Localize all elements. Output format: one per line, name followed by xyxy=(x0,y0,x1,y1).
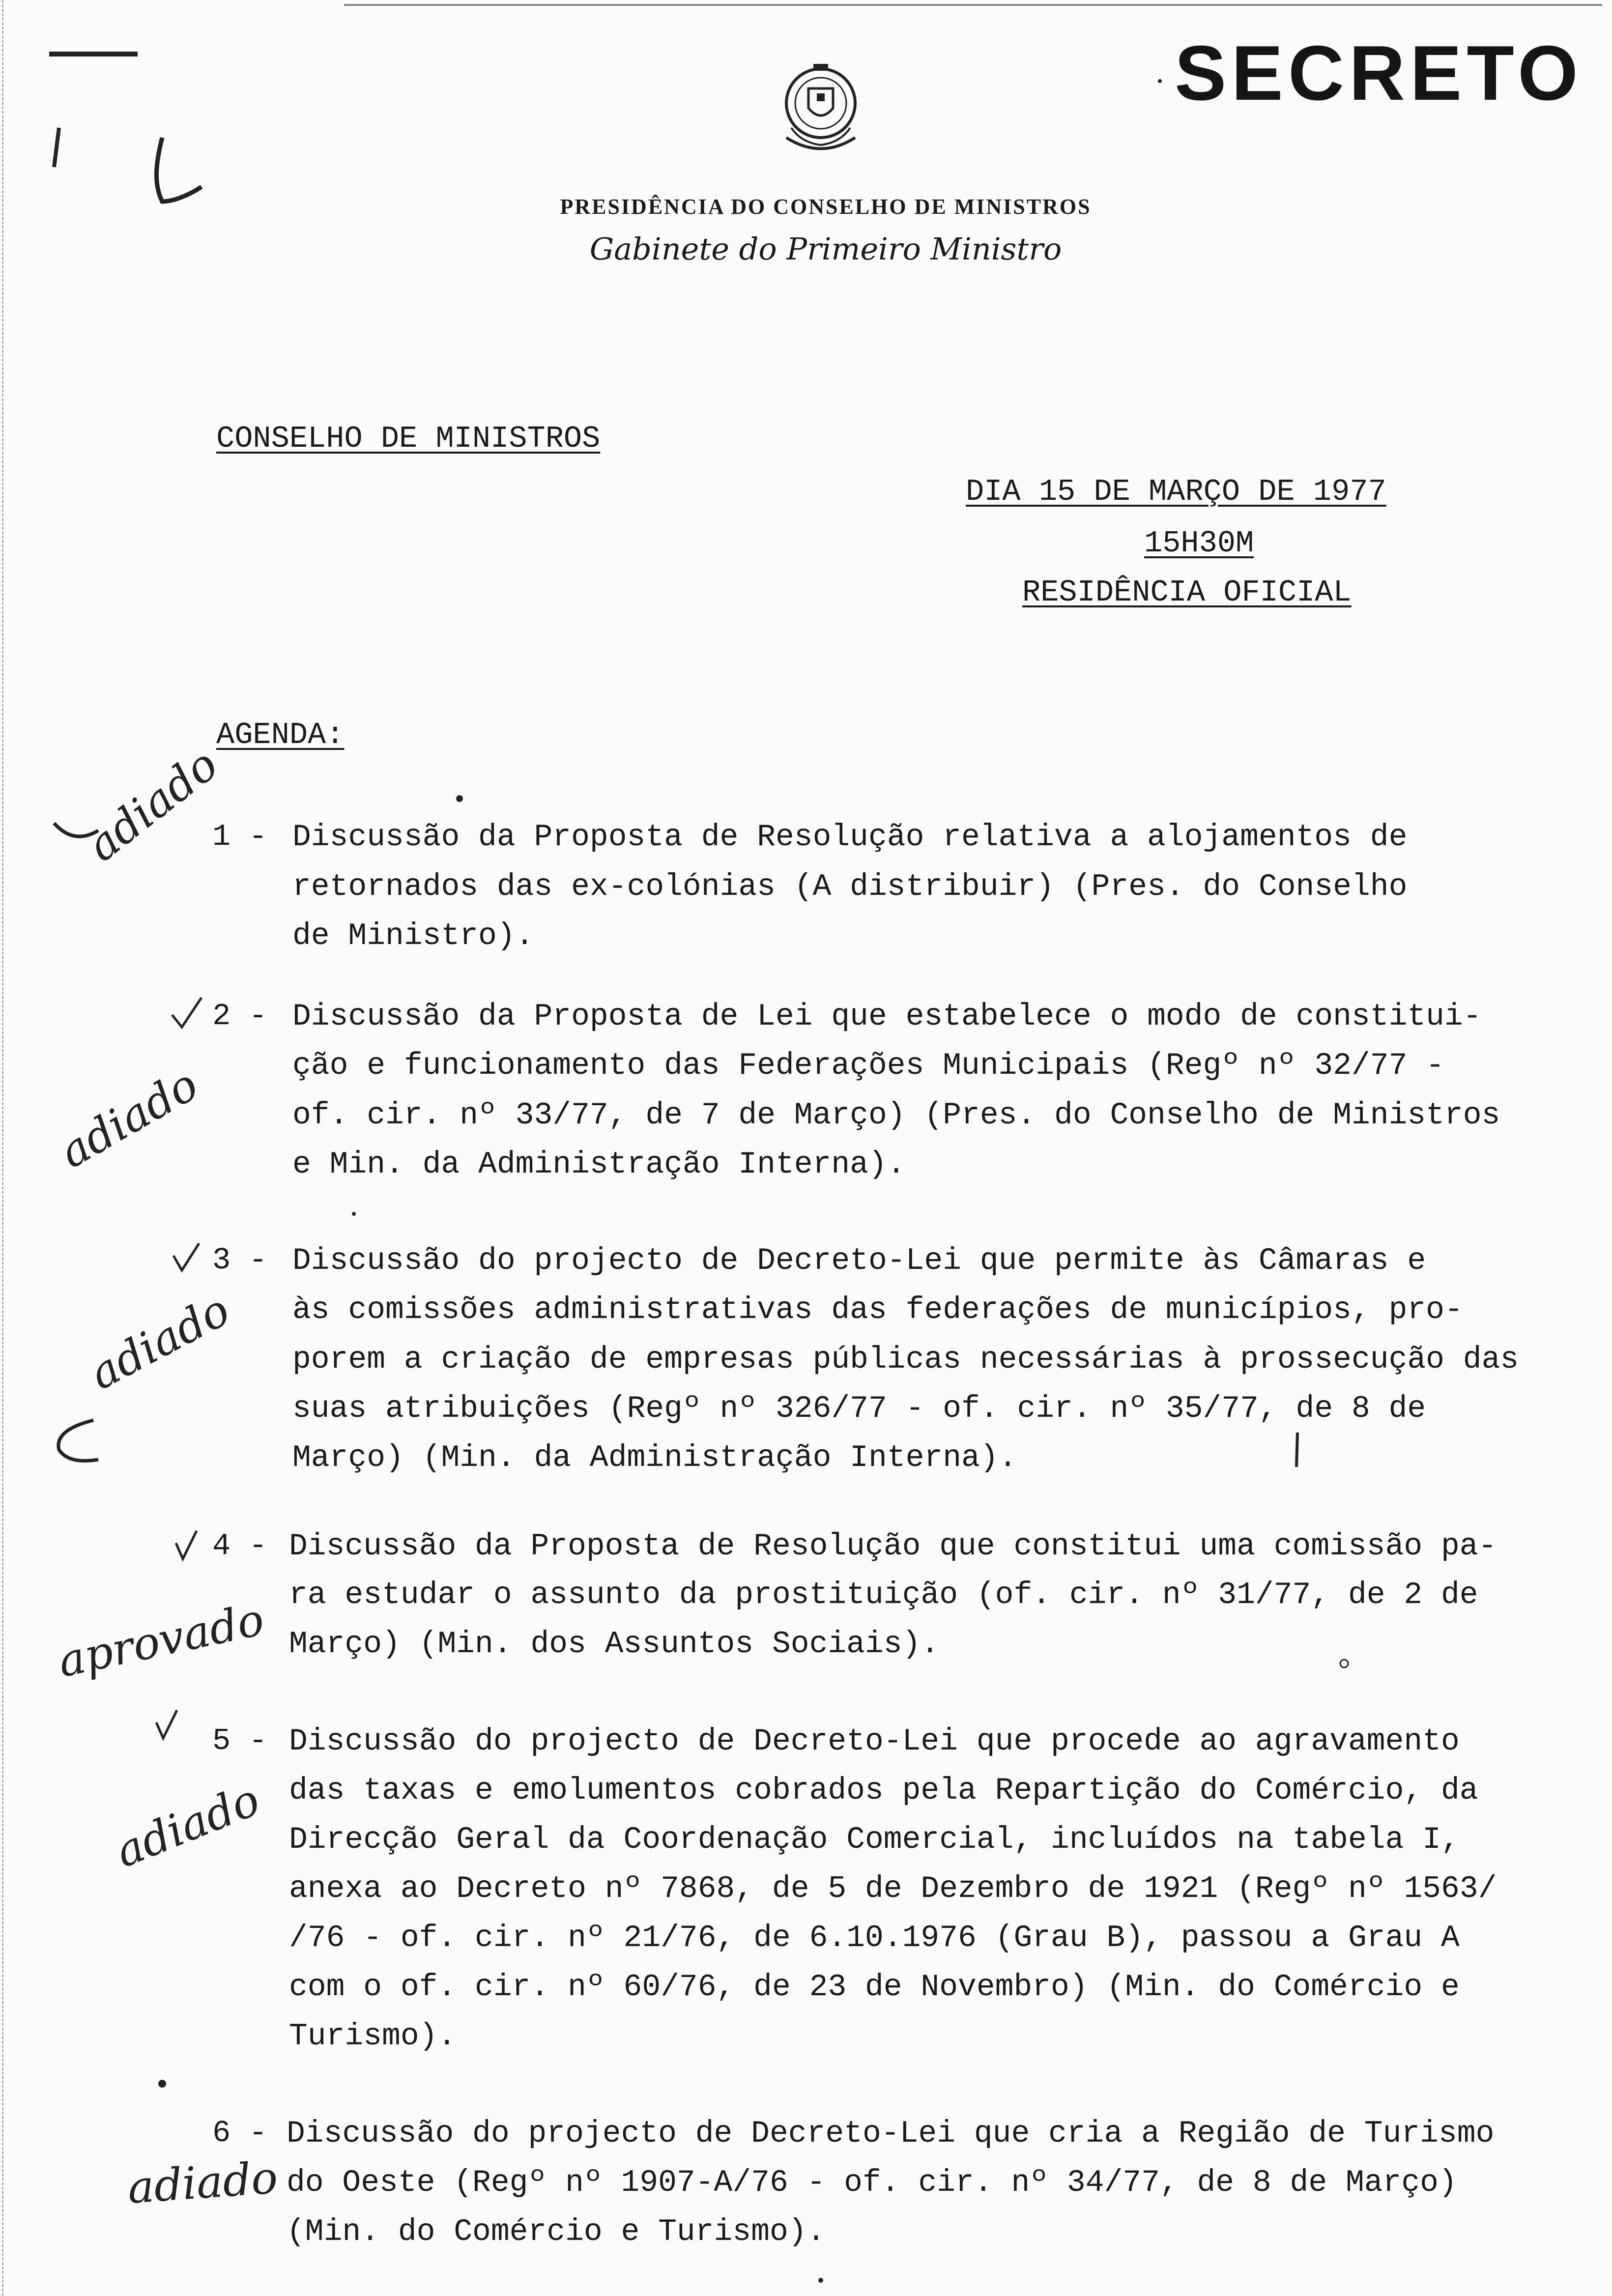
agenda-item-line: Discussão do projecto de Decreto-Lei que procede ao agravamento xyxy=(289,1724,1460,1759)
agenda-item-line: porem a criação de empresas públicas necessárias à prossecução das xyxy=(292,1342,1519,1377)
agenda-item-line: of. cir. nº 33/77, de 7 de Março) (Pres. do Conselho de Ministros xyxy=(292,1098,1500,1133)
agenda-item-number: 4 - xyxy=(212,1528,267,1563)
meeting-time: 15H30M xyxy=(1144,526,1254,561)
agenda-item-line: Discussão do projecto de Decreto-Lei que permite às Câmaras e xyxy=(292,1243,1426,1278)
handwritten-note: aprovado xyxy=(54,1593,269,1688)
agenda-item-line: retornados das ex-colónias (A distribuir) (Pres. do Conselho xyxy=(292,869,1408,904)
agenda-item-number: 3 - xyxy=(212,1243,267,1278)
agenda-item-line: Março) (Min. da Administração Interna). xyxy=(292,1440,1017,1475)
agenda-heading: AGENDA: xyxy=(216,718,345,752)
agenda-item-line: Março) (Min. dos Assuntos Sociais). xyxy=(289,1627,940,1662)
agenda-item-line: com o of. cir. nº 60/76, de 23 de Novembro) (Min. do Comércio e xyxy=(289,1970,1460,2005)
office-title: PRESIDÊNCIA DO CONSELHO DE MINISTROS xyxy=(560,195,1092,219)
agenda-item-line: ção e funcionamento das Federações Municipais (Regº nº 32/77 - xyxy=(292,1048,1444,1083)
handwritten-note: adiado xyxy=(51,1059,207,1178)
agenda-item-line: (Min. do Comércio e Turismo). xyxy=(287,2214,826,2249)
agenda-item-line: suas atribuições (Regº nº 326/77 - of. cir. nº 35/77, de 8 de xyxy=(292,1391,1426,1426)
agenda-item-line: /76 - of. cir. nº 21/76, de 6.10.1976 (Grau B), passou a Grau A xyxy=(289,1921,1460,1955)
handwritten-note: adiado xyxy=(126,2152,280,2214)
agenda-item-line: Discussão da Proposta de Lei que estabelece o modo de constitui- xyxy=(292,999,1482,1034)
agenda-item-line: Discussão do projecto de Decreto-Lei que cria a Região de Turismo xyxy=(287,2116,1495,2151)
handwritten-note: adiado xyxy=(108,1774,267,1878)
agenda-item-number: 6 - xyxy=(212,2116,267,2151)
agenda-item-line: e Min. da Administração Interna). xyxy=(292,1147,906,1182)
handwritten-note: adiado xyxy=(77,739,228,872)
agenda-item-number: 5 - xyxy=(212,1723,267,1758)
agenda-item-number: 1 - xyxy=(212,819,267,854)
agenda-item-line: de Ministro). xyxy=(292,918,534,953)
meeting-title: CONSELHO DE MINISTROS xyxy=(216,421,601,456)
agenda-item-line: Discussão da Proposta de Resolução relativa a alojamentos de xyxy=(292,820,1408,855)
secret-stamp: SECRETO xyxy=(1175,30,1583,116)
meeting-place: RESIDÊNCIA OFICIAL xyxy=(1022,575,1352,610)
meeting-date: DIA 15 DE MARÇO DE 1977 xyxy=(966,474,1386,509)
handwritten-note: adiado xyxy=(81,1284,238,1400)
agenda-item-line: às comissões administrativas das federações de municípios, pro- xyxy=(292,1292,1463,1327)
agenda-item-line: do Oeste (Regº nº 1907-A/76 - of. cir. nº 34/77, de 8 de Março) xyxy=(287,2165,1457,2200)
agenda-item-line: anexa ao Decreto nº 7868, de 5 de Dezembro de 1921 (Regº nº 1563/ xyxy=(289,1871,1497,1906)
cabinet-subtitle: Gabinete do Primeiro Ministro xyxy=(589,231,1062,267)
agenda-item-line: Direcção Geral da Coordenação Comercial, incluídos na tabela I, xyxy=(289,1822,1460,1857)
agenda-item-number: 2 - xyxy=(212,999,267,1033)
agenda-item-line: das taxas e emolumentos cobrados pela Repartição do Comércio, da xyxy=(289,1773,1478,1808)
agenda-item-line: Discussão da Proposta de Resolução que constitui uma comissão pa- xyxy=(289,1529,1497,1564)
agenda-item-line: ra estudar o assunto da prostituição (of. cir. nº 31/77, de 2 de xyxy=(289,1578,1478,1612)
agenda-item-line: Turismo). xyxy=(289,2019,457,2054)
